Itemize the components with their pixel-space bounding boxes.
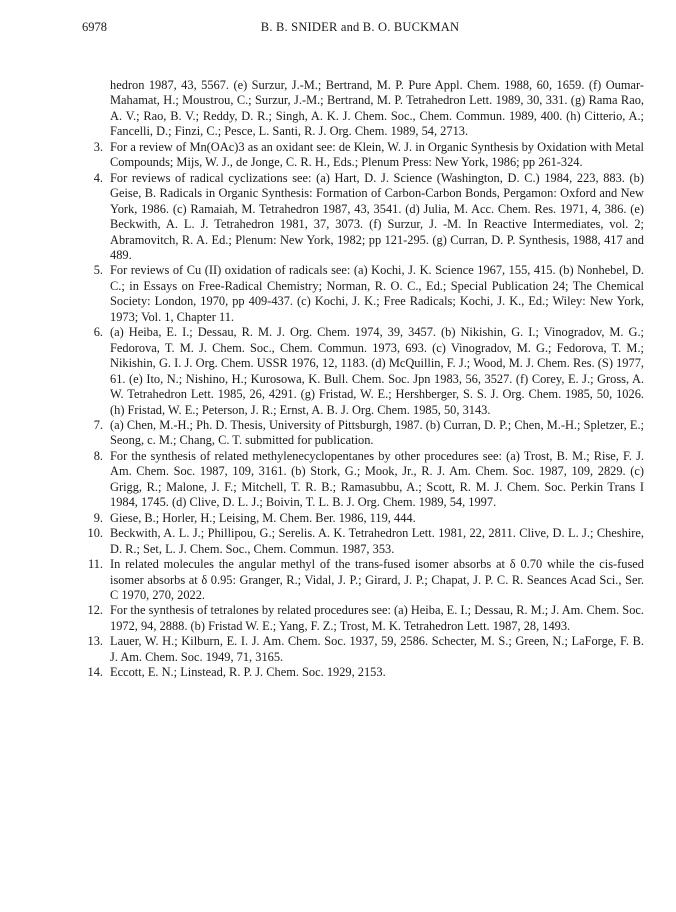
reference-item	[88, 263, 644, 325]
reference-item	[88, 665, 644, 680]
reference-text: For the synthesis of tetralones by related procedures see: (a) Heiba, E. I.; Dessau, R. M.; J. Am. Chem. Soc. 1972, 94, 2888. (b) Fristad W. E.; Yang, F. Z.; Trost, M. K. Tetrahedron Lett. 1987, 28, 1493.	[110, 603, 644, 633]
reference-number: 9.	[93, 510, 103, 525]
reference-number: 14.	[87, 665, 103, 680]
reference-number: 11.	[87, 557, 103, 572]
reference-item	[88, 526, 644, 557]
reference-text: Giese, B.; Horler, H.; Leising, M. Chem. Ber. 1986, 119, 444.	[110, 510, 416, 525]
reference-text: For a review of Mn(OAc)3 as an oxidant see: de Klein, W. J. in Organic Synthesis by Oxidation with Metal Compounds; Mijs, W. J., de Jonge, C. R. H., Eds.; Plenum Press: New York, 1986; pp 261-324.	[110, 139, 644, 170]
reference-text: (a) Heiba, E. I.; Dessau, R. M. J. Org. Chem. 1974, 39, 3457. (b) Nikishin, G. I.; Vinogradov, M. G.; Fedorova, T. M. J. Chem. Soc., Chem. Commun. 1973, 693. (c) Vinogradov, M. G.; Fedorova, T. M.; Nikishin, G. I. J. Org. Chem. USSR 1976, 12, 1183. (d) McQuillin, F. J.; Wood, M. J. Chem. Res. (S) 1977, 61. (e) Ito, N.; Nishino, H.; Kurosowa, K. Bull. Chem. Soc. Jpn 1983, 56, 3527. (f) Corey, E. J.; Gross, A. W. Tetrahedron Lett. 1985, 26, 4291. (g) Fristad, W. E.; Hershberger, S. S. J. Org. Chem. 1985, 50, 1026. (h) Fristad, W. E.; Peterson, J. R.; Ernst, A. B. J. Org. Chem. 1985, 50, 3143.	[110, 325, 644, 417]
reference-item	[88, 449, 644, 511]
page-number: 6978	[82, 20, 107, 34]
reference-number: 13.	[87, 634, 103, 649]
reference-text: For reviews of Cu (II) oxidation of radicals see: (a) Kochi, J. K. Science 1967, 155, 415. (b) Nonhebel, D. C.; in Essays on Free-Radical Chemistry; Norman, R. O. C., Ed.; Special Publication 24; The Chemical Society: London, 1970, pp 409-437. (c) Kochi, J. K.; Free Radicals; Kochi, J. K., Ed.; Wiley: New York, 1973; Vol. 1, Chapter 11.	[110, 263, 644, 324]
reference-text: Lauer, W. H.; Kilburn, E. I. J. Am. Chem. Soc. 1937, 59, 2586. Schecter, M. S.; Green, N.; LaForge, F. B. J. Am. Chem. Soc. 1949, 71, 3165.	[110, 634, 644, 664]
reference-number: 7.	[93, 417, 103, 432]
reference-number: 10.	[87, 526, 103, 541]
reference-text: (a) Chen, M.-H.; Ph. D. Thesis, University of Pittsburgh, 1987. (b) Curran, D. P.; Chen, M.-H.; Spletzer, E.; Seong, c. M.; Chang, C. T. submitted for publication.	[110, 417, 644, 448]
reference-item	[88, 603, 644, 634]
running-title: B. B. SNIDER and B. O. BUCKMAN	[260, 20, 460, 34]
reference-item	[88, 634, 644, 665]
reference-item	[88, 171, 644, 264]
reference-number: 12.	[87, 603, 103, 618]
reference-number: 6.	[93, 325, 103, 340]
reference-item	[88, 511, 644, 526]
reference-number: 3.	[93, 139, 103, 154]
reference-text: Beckwith, A. L. J.; Phillipou, G.; Serelis. A. K. Tetrahedron Lett. 1981, 22, 2811. Clive, D. L. J.; Cheshire, D. R.; Set, L. J. Chem. Soc., Chem. Commun. 1987, 353.	[110, 526, 644, 556]
reference-text: For the synthesis of related methylenecyclopentanes by other procedures see: (a) Trost, B. M.; Rise, F. J. Am. Chem. Soc. 1987, 109, 3161. (b) Stork, G.; Mook, Jr., R. J. Am. Chem. Soc. 1987, 109, 2829. (c) Grigg, R.; Malone, J. F.; Mitchell, T. R. B.; Ramasubbu, A.; Scott, R. M. J. Chem. Soc. Perkin Trans I 1984, 1745. (d) Clive, D. L. J.; Boivin, T. L. B. J. Org. Chem. 1989, 54, 1997.	[110, 448, 644, 510]
reference-text: In related molecules the angular methyl of the trans-fused isomer absorbs at δ 0.70 while the cis-fused isomer absorbs at δ 0.95: Granger, R.; Vidal, J. P.; Girard, J. P.; Chapat, J. P. C. R. Seances Acad Sci., Ser. C 1970, 270, 2022.	[110, 557, 644, 602]
reference-list	[88, 78, 644, 681]
reference-text: hedron 1987, 43, 5567. (e) Surzur, J.-M.; Bertrand, M. P. Pure Appl. Chem. 1988, 60, 1659. (f) Oumar-Mahamat, H.; Moustrou, C.; Surzur, J.-M.; Bertrand, M. P. Tetrahedron Lett. 1989, 30, 331. (g) Rama Rao, A. V.; Rao, B. V.; Reddy, D. R.; Singh, A. K. J. Chem. Soc., Chem. Commun. 1989, 400. (h) Citterio, A.; Fancelli, D.; Finzi, C.; Pesce, L. Santi, R. J. Org. Chem. 1989, 54, 2713.	[110, 78, 644, 139]
reference-item	[88, 140, 644, 171]
reference-text: Eccott, E. N.; Linstead, R. P. J. Chem. Soc. 1929, 2153.	[110, 665, 386, 680]
reference-item	[88, 418, 644, 449]
reference-number: 4.	[93, 170, 103, 185]
page-header	[82, 20, 638, 36]
reference-item	[88, 325, 644, 418]
reference-number: 5.	[93, 263, 103, 278]
reference-item	[88, 557, 644, 603]
reference-item	[88, 78, 644, 140]
reference-number: 8.	[93, 448, 103, 463]
reference-text: For reviews of radical cyclizations see: (a) Hart, D. J. Science (Washington, D. C.) 1984, 223, 883. (b) Geise, B. Radicals in Organic Synthesis: Formation of Carbon-Carbon Bonds, Pergamon: Oxford and New York, 1986. (c) Ramaiah, M. Tetrahedron 1987, 43, 3541. (d) Julia, M. Acc. Chem. Res. 1971, 4, 386. (e) Beckwith, A. L. J. Tetrahedron 1981, 37, 3073. (f) Surzur, J. -M. In Reactive Intermediates, vol. 2; Abramovitch, R. A. Ed.; Plenum: New York, 1982; pp 121-295. (g) Curran, D. P. Synthesis, 1988, 417 and 489.	[110, 170, 644, 262]
